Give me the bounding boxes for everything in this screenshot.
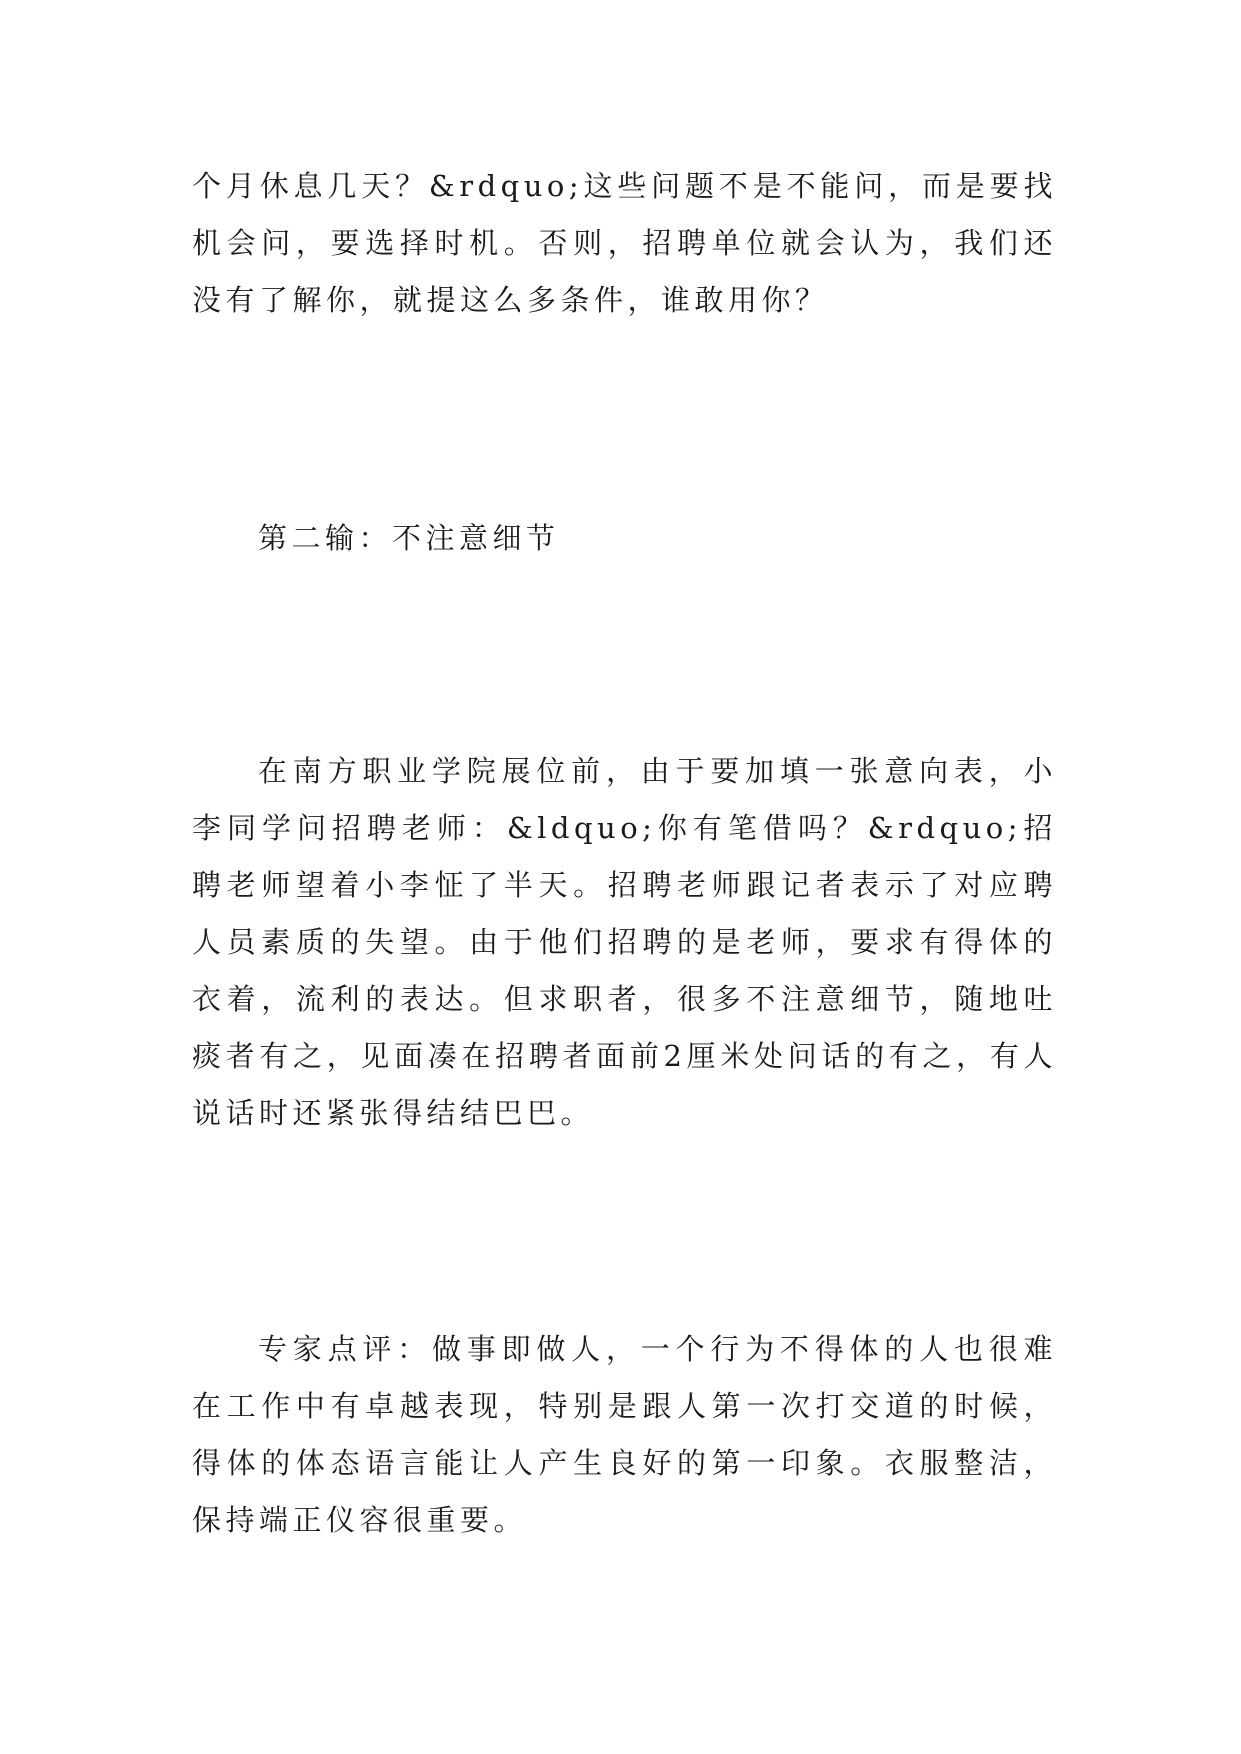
section-heading: 第二输：不注意细节 <box>258 521 560 555</box>
paragraph-expert-comment: 专家点评：做事即做人，一个行为不得体的人也很难在工作中有卓越表现，特别是跟人第一次打交道的时候，得体的体态语言能让人产生良好的第一印象。衣服整洁，保持端正仪容很重要。 <box>192 1332 1057 1537</box>
paragraph-case: 在南方职业学院展位前，由于要加填一张意向表，小李同学问招聘老师：&ldquo;你有笔借吗？&rdquo;招聘老师望着小李怔了半天。招聘老师跟记者表示了对应聘人员素质的失望。由于他们招聘的是老师，要求有得体的衣着，流利的表达。但求职者，很多不注意细节，随地吐痰者有之，见面凑在招聘者面前2厘米处问话的有之，有人说话时还紧张得结结巴巴。 <box>192 754 1057 1130</box>
paragraph-continuation: 个月休息几天？&rdquo;这些问题不是不能问，而是要找机会问，要选择时机。否则，招聘单位就会认为，我们还没有了解你，就提这么多条件，谁敢用你？ <box>192 169 1057 317</box>
